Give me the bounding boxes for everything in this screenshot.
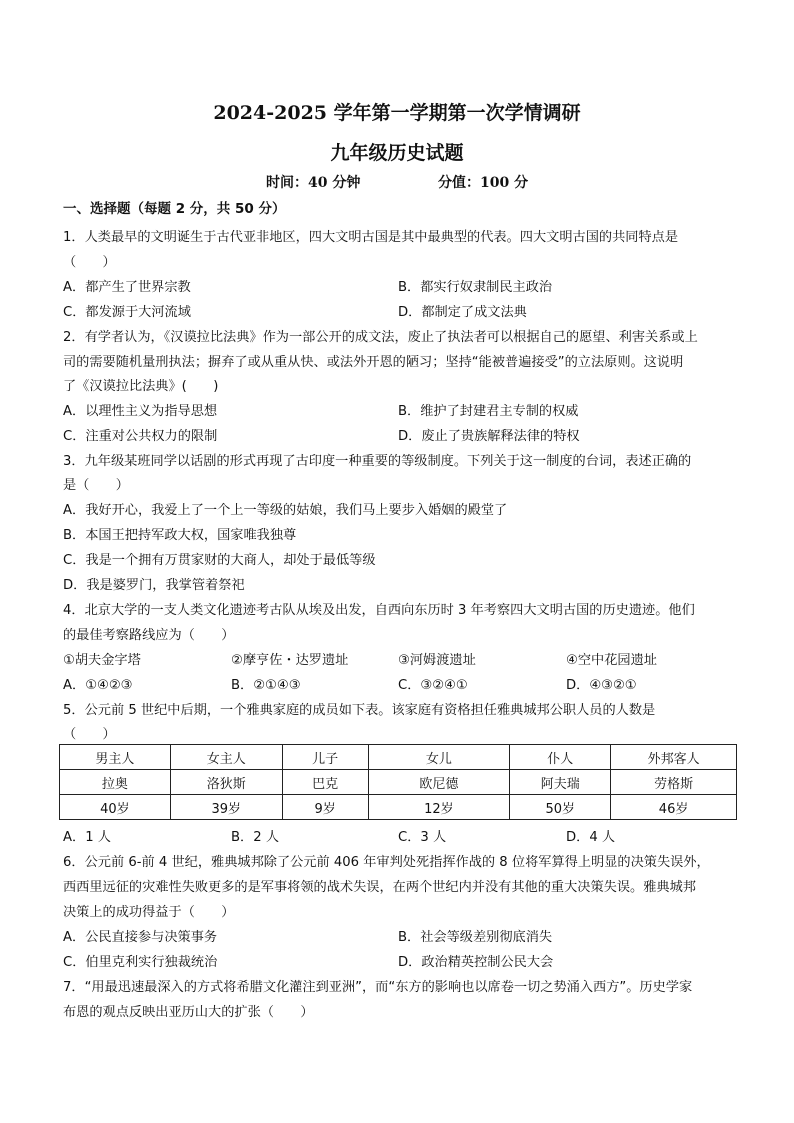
question-3-option-b: B．本国王把持军政大权，国家唯我独尊 — [63, 528, 297, 543]
exam-title: 2024-2025 学年第一学期第一次学情调研 — [213, 102, 581, 124]
table-cell: 儿子 — [282, 745, 368, 770]
question-7-stem-cont: 布恩的观点反映出亚历山大的扩张（ ） — [63, 1005, 314, 1020]
table-row-names — [60, 770, 737, 795]
question-4-option-d: D．④③②① — [566, 678, 637, 693]
question-3-stem: 3．九年级某班同学以话剧的形式再现了古印度一种重要的等级制度。下列关于这一制度的台词，表述正确的 — [63, 454, 692, 469]
question-1-stem: 1．人类最早的文明诞生于古代亚非地区，四大文明古国是其中最典型的代表。四大文明古国的共同特点是 — [63, 230, 679, 245]
table-cell: 仆人 — [510, 745, 611, 770]
question-5-option-c: C．3 人 — [398, 830, 447, 845]
table-cell: 巴克 — [282, 770, 368, 795]
question-7-stem: 7．“用最迅速最深入的方式将希腊文化灌注到亚洲”，而“东方的影响也以席卷一切之势涌入西方”。历史学家 — [63, 980, 693, 995]
question-2-stem-cont: 司的需要随机量刑执法；摒弃了或从重从快、或法外开恩的陋习；坚持“能被普遍接受”的立法原则。这说明 — [63, 355, 684, 370]
question-4-option-b: B．②①④③ — [231, 678, 301, 693]
question-1-option-c: C．都发源于大河流域 — [63, 305, 191, 320]
table-cell: 拉奥 — [60, 770, 171, 795]
question-6-stem-cont: 决策上的成功得益于（ ） — [63, 905, 235, 920]
table-cell: 外邦客人 — [611, 745, 737, 770]
question-6-stem-cont: 西西里远征的灾难性失败更多的是军事将领的战术失误，在两个世纪内并没有其他的重大决策失误。雅典城邦 — [63, 880, 696, 895]
question-2-option-d: D．废止了贵族解释法律的特权 — [398, 429, 580, 444]
family-table — [59, 744, 737, 820]
table-cell: 阿夫瑞 — [510, 770, 611, 795]
question-5-option-b: B．2 人 — [231, 830, 280, 845]
table-cell: 50岁 — [510, 795, 611, 820]
table-row-roles — [60, 745, 737, 770]
question-4-stem: 4．北京大学的一支人类文化遗迹考古队从埃及出发，自西向东历时 3 年考察四大文明古国的历史遗迹。他们 — [63, 603, 695, 618]
exam-time: 时间：40 分钟 — [266, 175, 361, 191]
question-6-option-b: B．社会等级差别彻底消失 — [398, 930, 553, 945]
table-cell: 46岁 — [611, 795, 737, 820]
table-cell: 40岁 — [60, 795, 171, 820]
table-row-ages — [60, 795, 737, 820]
question-4-stem-cont: 的最佳考察路线应为（ ） — [63, 628, 235, 643]
table-cell: 12岁 — [368, 795, 510, 820]
question-6-option-a: A．公民直接参与决策事务 — [63, 930, 218, 945]
question-2-option-b: B．维护了封建君主专制的权威 — [398, 404, 579, 419]
table-cell: 男主人 — [60, 745, 171, 770]
question-4-option-a: A．①④②③ — [63, 678, 133, 693]
question-1-option-b: B．都实行奴隶制民主政治 — [398, 280, 553, 295]
question-1-option-d: D．都制定了成文法典 — [398, 305, 527, 320]
question-5-stem: 5．公元前 5 世纪中后期，一个雅典家庭的成员如下表。该家庭有资格担任雅典城邦公职人员的人数是 — [63, 703, 656, 718]
table-cell: 洛狄斯 — [170, 770, 282, 795]
question-2-option-a: A．以理性主义为指导思想 — [63, 404, 218, 419]
question-2-option-c: C．注重对公共权力的限制 — [63, 429, 218, 444]
question-4-site-2: ②摩亨佐・达罗遗址 — [231, 653, 349, 668]
question-4-site-3: ③河姆渡遗址 — [398, 653, 476, 668]
question-4-site-4: ④空中花园遗址 — [566, 653, 657, 668]
table-cell: 女主人 — [170, 745, 282, 770]
question-4-site-1: ①胡夫金字塔 — [63, 653, 141, 668]
question-3-option-a: A．我好开心，我爱上了一个上一等级的姑娘，我们马上要步入婚姻的殿堂了 — [63, 503, 508, 518]
question-5-stem-cont: （ ） — [63, 727, 116, 742]
exam-score: 分值：100 分 — [438, 175, 529, 191]
question-3-option-c: C．我是一个拥有万贯家财的大商人，却处于最低等级 — [63, 553, 376, 568]
question-4-option-c: C．③②④① — [398, 678, 468, 693]
table-cell: 39岁 — [170, 795, 282, 820]
question-3-option-d: D．我是婆罗门，我掌管着祭祀 — [63, 578, 245, 593]
question-2-stem: 2．有学者认为，《汉谟拉比法典》作为一部公开的成文法，废止了执法者可以根据自己的愿望、利害关系或上 — [63, 330, 698, 345]
table-cell: 欧尼德 — [368, 770, 510, 795]
question-6-option-c: C．伯里克利实行独裁统治 — [63, 955, 218, 970]
table-cell: 9岁 — [282, 795, 368, 820]
question-6-stem: 6．公元前 6-前 4 世纪，雅典城邦除了公元前 406 年审判处死指挥作战的 8 位将军算得上明显的决策失误外， — [63, 855, 710, 870]
exam-subtitle: 九年级历史试题 — [330, 142, 464, 164]
question-5-option-d: D．4 人 — [566, 830, 616, 845]
question-1-option-a: A．都产生了世界宗教 — [63, 280, 191, 295]
question-6-option-d: D．政治精英控制公民大会 — [398, 955, 554, 970]
table-cell: 劳格斯 — [611, 770, 737, 795]
question-2-stem-cont: 了《汉谟拉比法典》( ) — [63, 379, 219, 394]
question-5-option-a: A．1 人 — [63, 830, 111, 845]
section-heading: 一、选择题（每题 2 分，共 50 分） — [63, 201, 286, 217]
question-3-stem-cont: 是（ ） — [63, 478, 129, 493]
table-cell: 女儿 — [368, 745, 510, 770]
question-1-stem-cont: （ ） — [63, 255, 116, 270]
